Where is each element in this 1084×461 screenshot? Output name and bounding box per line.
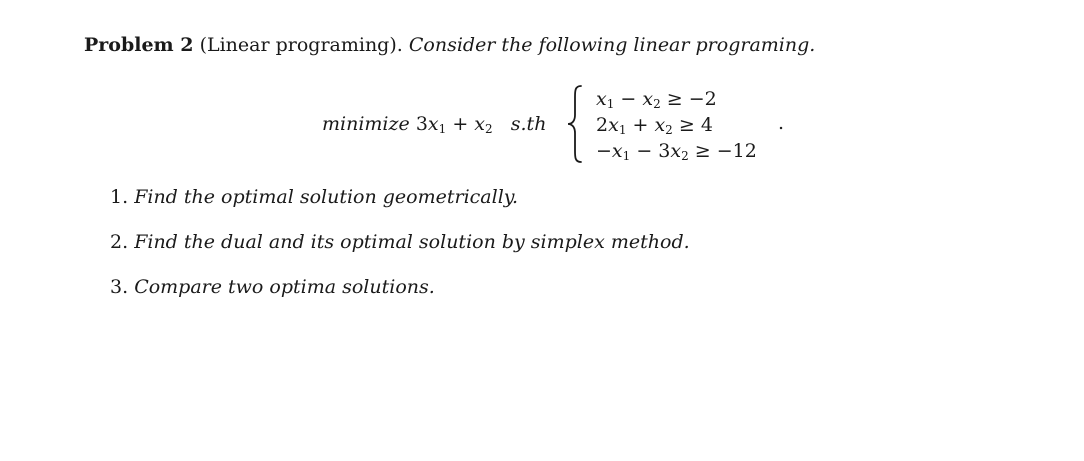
objective-function [322, 113, 546, 135]
task-number: 3. [110, 276, 129, 298]
task-item [110, 231, 690, 276]
constraint-sub: 2 [653, 97, 661, 111]
constraint-row [596, 86, 757, 112]
objective-word: minimize [322, 113, 410, 135]
constraint-coef: 3 [658, 140, 671, 162]
constraint-var: x [642, 88, 654, 110]
task-list [110, 186, 690, 321]
task-item [110, 186, 690, 231]
constraint-relation: ≥ [660, 88, 689, 110]
constraint-sub: 2 [665, 123, 673, 137]
constraint-sub: 1 [622, 149, 631, 163]
constraint-rhs: −2 [688, 88, 717, 110]
constraint-var: x [611, 140, 623, 162]
linear-program [0, 0, 1084, 170]
system-end-period: . [778, 112, 785, 134]
constraint-coef: 2 [596, 114, 609, 136]
constraint-row [596, 138, 757, 164]
constraint-operator: − [630, 140, 659, 162]
task-number: 1. [110, 186, 129, 208]
left-brace-icon [566, 85, 586, 163]
objective-plus: + [452, 113, 469, 135]
constraint-sub: 2 [681, 149, 689, 163]
constraint-var: x [608, 114, 619, 136]
objective-sub-2: 2 [485, 122, 493, 136]
problem-label: Problem 2 [84, 34, 194, 56]
task-text: Find the optimal solution geometrically. [134, 186, 519, 208]
objective-sub-1: 1 [438, 122, 447, 136]
task-item [110, 276, 690, 321]
such-that-label: s.th [510, 113, 547, 135]
constraint-relation: ≥ [672, 114, 701, 136]
constraint-var: x [596, 88, 607, 110]
problem-intro: Consider the following linear programing. [408, 34, 816, 56]
constraint-relation: ≥ [688, 140, 717, 162]
objective-coefficient: 3 [415, 113, 428, 135]
constraint-operator: + [626, 114, 655, 136]
constraint-row [596, 112, 757, 138]
constraint-var: x [670, 140, 682, 162]
task-text: Compare two optima solutions. [134, 276, 435, 298]
objective-var-x2: x [474, 113, 485, 135]
constraint-system [596, 86, 757, 164]
constraint-rhs: −12 [716, 140, 757, 162]
constraint-var: x [654, 114, 666, 136]
constraint-coef: − [596, 140, 612, 162]
constraint-sub: 1 [618, 123, 627, 137]
constraint-sub: 1 [606, 97, 615, 111]
problem-topic: (Linear programing). [199, 34, 403, 56]
constraint-operator: − [614, 88, 643, 110]
objective-var-x1: x [427, 113, 439, 135]
task-number: 2. [110, 231, 129, 253]
constraint-rhs: 4 [700, 114, 713, 136]
task-text: Find the dual and its optimal solution by simplex method. [134, 231, 690, 253]
